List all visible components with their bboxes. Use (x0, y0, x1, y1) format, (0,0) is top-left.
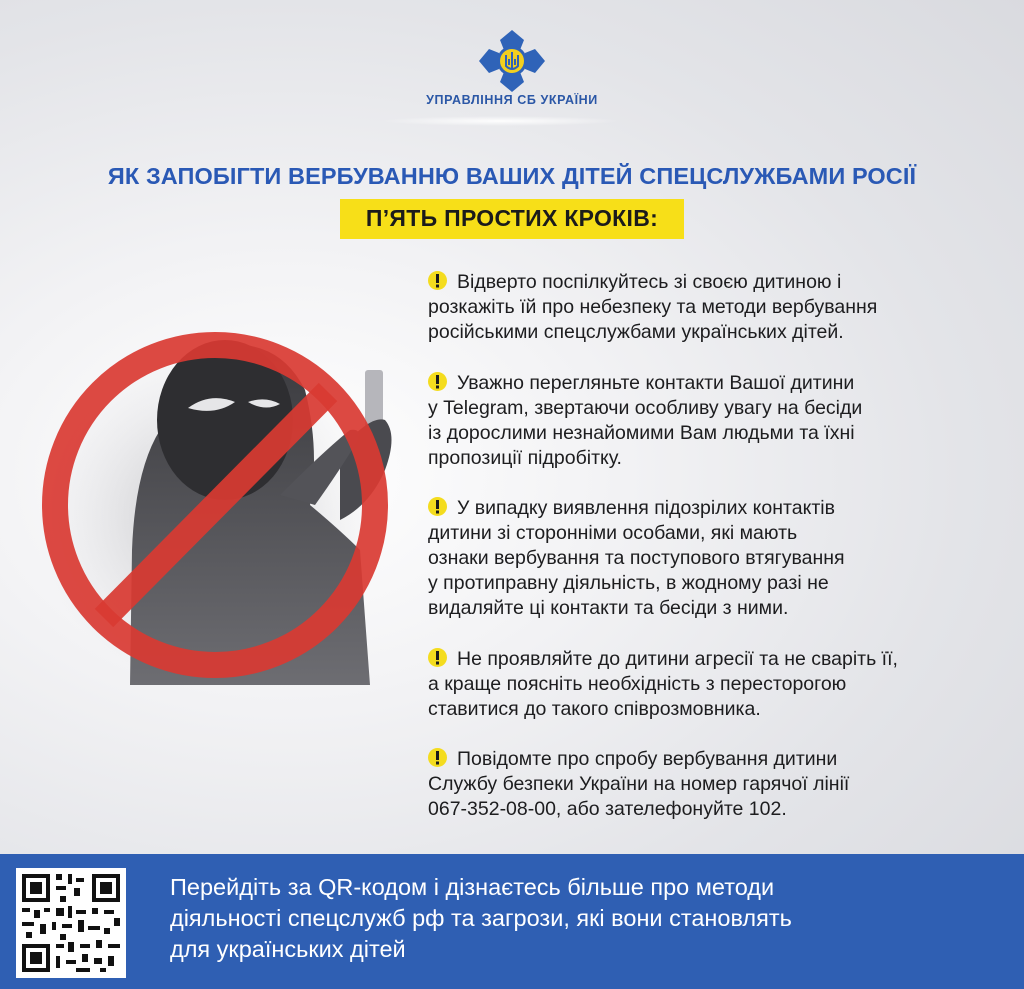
step-line: дитини зі сторонніми особами, які мають (428, 522, 798, 544)
warning-icon (428, 648, 447, 667)
warning-icon (428, 748, 447, 767)
header-logo (0, 28, 1024, 99)
footer-text (170, 872, 990, 965)
warning-icon (428, 271, 447, 290)
step-line: а краще поясніть необхідність з пересторогою (428, 672, 847, 695)
step-item (428, 270, 1008, 345)
footer-line: Перейдіть за QR-кодом і дізнаєтесь більше про методи (170, 874, 775, 900)
step-line: 067-352-08-00, або зателефонуйте 102. (428, 798, 787, 820)
step-item (428, 496, 1008, 621)
steps-list (428, 270, 1008, 848)
sbu-emblem-icon (476, 28, 548, 94)
step-line: ставитися до такого співрозмовника. (428, 697, 761, 720)
step-line: Повідомте про спробу вербування дитини (457, 748, 838, 770)
step-line: Відверто поспілкуйтесь зі своєю дитиною і (457, 271, 842, 293)
step-line: російськими спецслужбами українських дітей. (428, 321, 844, 343)
step-line: Не проявляйте до дитини агресії та не сваріть її, (457, 647, 898, 670)
step-line: ознаки вербування та поступового втягування (428, 547, 845, 569)
footer-banner (0, 854, 1024, 989)
footer-line: діяльності спецслужб рф та загрози, які вони становлять (170, 905, 792, 931)
step-line: у протиправну діяльність, в жодному разі не (428, 572, 829, 594)
step-line: Уважно перегляньте контакти Вашої дитини (457, 371, 855, 394)
subtitle-highlight: П’ЯТЬ ПРОСТИХ КРОКІВ: (340, 199, 684, 239)
warning-icon (428, 372, 447, 391)
step-line: видаляйте ці контакти та бесіди з ними. (428, 597, 789, 619)
step-line: із дорослими незнайомими Вам людьми та їхні (428, 421, 855, 444)
step-line: розкажіть їй про небезпеку та методи вербування (428, 296, 878, 318)
step-item (428, 647, 1008, 722)
step-item (428, 371, 1008, 471)
step-line: пропозиції підробітку. (428, 446, 622, 469)
step-line: Службу безпеки України на номер гарячої лінії (428, 773, 850, 795)
header-divider (380, 116, 620, 126)
footer-line: для українських дітей (170, 936, 406, 962)
step-line: У випадку виявлення підозрілих контактів (457, 497, 835, 519)
org-name: УПРАВЛІННЯ СБ УКРАЇНИ (426, 93, 598, 107)
step-item (428, 747, 1008, 822)
page-title: ЯК ЗАПОБІГТИ ВЕРБУВАННЮ ВАШИХ ДІТЕЙ СПЕЦСЛУЖБАМИ РОСІЇ (107, 163, 917, 189)
prohibited-recruiter-icon (40, 300, 420, 690)
warning-icon (428, 497, 447, 516)
step-line: у Telegram, звертаючи особливу увагу на бесіди (428, 396, 863, 419)
qr-code-icon[interactable] (16, 868, 126, 978)
